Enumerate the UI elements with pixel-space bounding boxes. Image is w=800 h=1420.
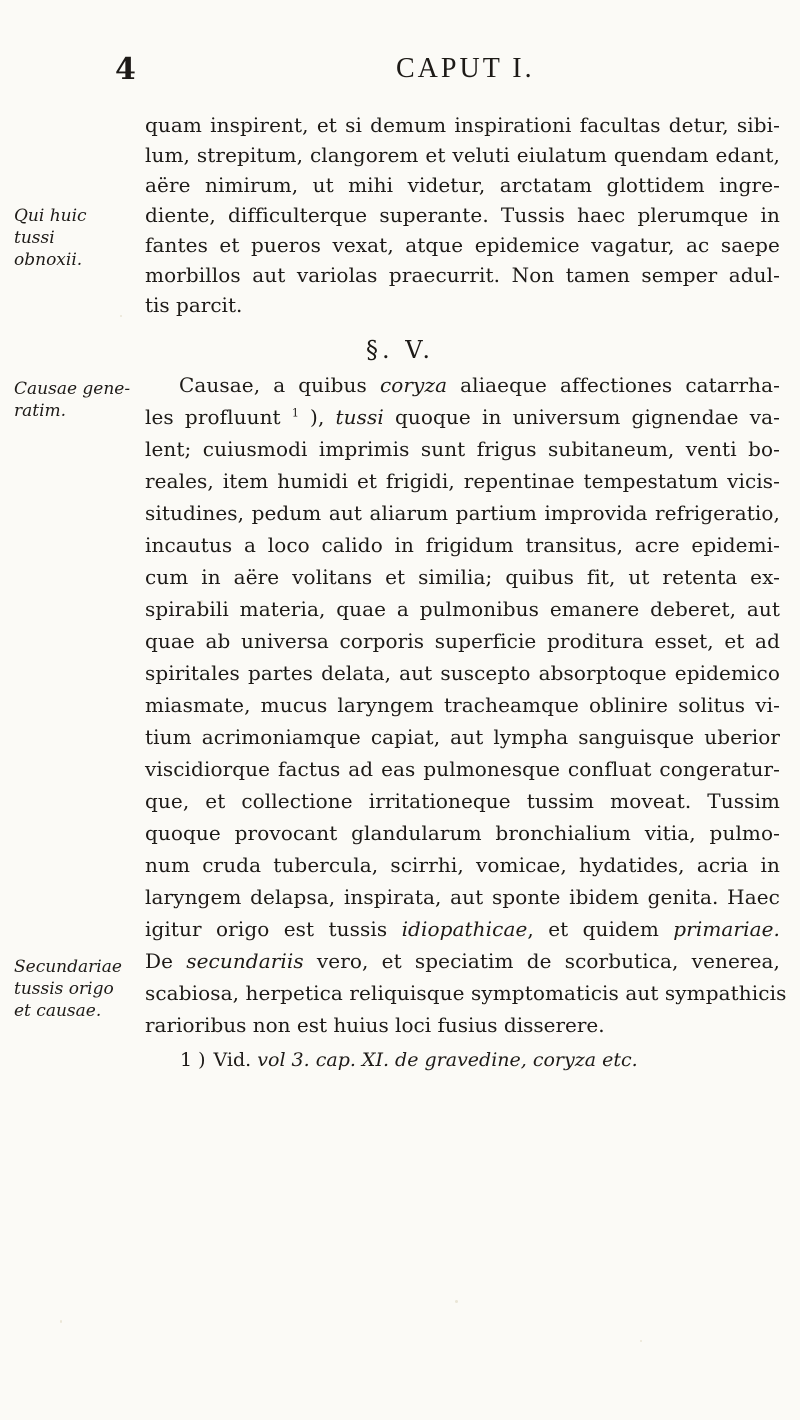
text-line: viscidiorque factus ad eas pulmonesque confluat congeratur- bbox=[145, 757, 780, 781]
text-line: rarioribus non est huius loci fusius disserere. bbox=[145, 1013, 605, 1037]
text-line: situdines, pedum aut aliarum partium improvida refrigeratio, bbox=[145, 501, 780, 525]
paper-speck bbox=[60, 1320, 62, 1323]
text-line: laryngem delapsa, inspirata, aut sponte ibidem genita. Haec bbox=[145, 885, 780, 909]
text-line: lent; cuiusmodi imprimis sunt frigus subitaneum, venti bo- bbox=[145, 437, 780, 461]
text-segment: aliaeque affectiones catarrha- bbox=[447, 373, 780, 397]
text-segment: les profluunt bbox=[145, 405, 292, 429]
text-segment: , et quidem bbox=[527, 917, 674, 941]
margin-note-secundariae: Secundariae tussis origo et causae. bbox=[14, 957, 122, 1021]
text-line: quoque provocant glandularum bronchialium vitia, pulmo- bbox=[145, 821, 780, 845]
footnote bbox=[180, 1048, 740, 1072]
text-italic: primariae. bbox=[673, 917, 780, 941]
text-segment: vero, et speciatim de scorbutica, venerea, bbox=[303, 949, 780, 973]
text-line bbox=[145, 946, 780, 976]
footnote-marker[interactable]: 1 bbox=[291, 406, 299, 420]
text-line: spiritales partes delata, aut suscepto absorptoque epidemico bbox=[145, 661, 780, 685]
text-line: num cruda tubercula, scirrhi, vomicae, hydatides, acria in bbox=[145, 853, 780, 877]
text-line: miasmate, mucus laryngem tracheamque oblinire solitus vi- bbox=[145, 693, 780, 717]
margin-note-causae-generatim: Causae gene- ratim. bbox=[14, 379, 131, 421]
text-line: cum in aëre volitans et similia; quibus fit, ut retenta ex- bbox=[145, 565, 780, 589]
text-italic: idiopathicae bbox=[401, 917, 528, 941]
text-line: fantes et pueros vexat, atque epidemice vagatur, ac saepe bbox=[145, 233, 780, 257]
text-line bbox=[145, 370, 780, 400]
paper-speck bbox=[455, 1300, 458, 1303]
text-italic: coryza bbox=[379, 373, 448, 397]
text-segment: ), bbox=[298, 405, 336, 429]
text-segment: De bbox=[145, 949, 187, 973]
text-line bbox=[145, 914, 780, 944]
margin-note-qui-huic-tussi: Qui huic tussi obnoxii. bbox=[14, 206, 87, 270]
text-line: tium acrimoniamque capiat, aut lympha sanguisque uberior bbox=[145, 725, 780, 749]
page-number: 4 bbox=[115, 52, 137, 87]
text-line: diente, difficulterque superante. Tussis haec plerumque in bbox=[145, 203, 780, 227]
text-line: tis parcit. bbox=[145, 293, 243, 317]
paper-speck bbox=[640, 1340, 642, 1342]
text-line: spirabili materia, quae a pulmonibus emanere deberet, aut bbox=[145, 597, 780, 621]
text-line: que, et collectione irritationeque tussim moveat. Tussim bbox=[145, 789, 780, 813]
text-segment: quoque in universum gignendae va- bbox=[383, 405, 781, 429]
paper-speck bbox=[120, 315, 122, 317]
text-italic: tussi bbox=[335, 405, 384, 429]
text-segment: igitur origo est tussis bbox=[145, 917, 402, 941]
text-line: aëre nimirum, ut mihi videtur, arctatam glottidem ingre- bbox=[145, 173, 780, 197]
text-line: quam inspirent, et si demum inspirationi facultas detur, sibi- bbox=[145, 113, 780, 137]
text-italic: secundariis bbox=[186, 949, 304, 973]
footnote-number: 1 ) bbox=[180, 1049, 206, 1071]
text-line: incautus a loco calido in frigidum transitus, acre epidemi- bbox=[145, 533, 780, 557]
text-line: reales, item humidi et frigidi, repentinae tempestatum vicis- bbox=[145, 469, 780, 493]
running-head: CAPUT I. bbox=[396, 53, 535, 84]
text-segment: Causae, a quibus bbox=[179, 373, 380, 397]
text-line: scabiosa, herpetica reliquisque symptomaticis aut sympathicis bbox=[145, 981, 787, 1005]
text-line: morbillos aut variolas praecurrit. Non tamen semper adul- bbox=[145, 263, 780, 287]
section-heading: §. V. bbox=[365, 336, 435, 364]
text-line bbox=[145, 402, 780, 432]
page-header bbox=[0, 52, 800, 92]
footnote-text: Vid. bbox=[213, 1049, 258, 1071]
text-line: lum, strepitum, clangorem et veluti eiulatum quendam edant, bbox=[145, 143, 780, 167]
footnote-reference: vol 3. cap. XI. de gravedine, coryza etc. bbox=[257, 1049, 638, 1071]
text-line: quae ab universa corporis superficie proditura esset, et ad bbox=[145, 629, 780, 653]
